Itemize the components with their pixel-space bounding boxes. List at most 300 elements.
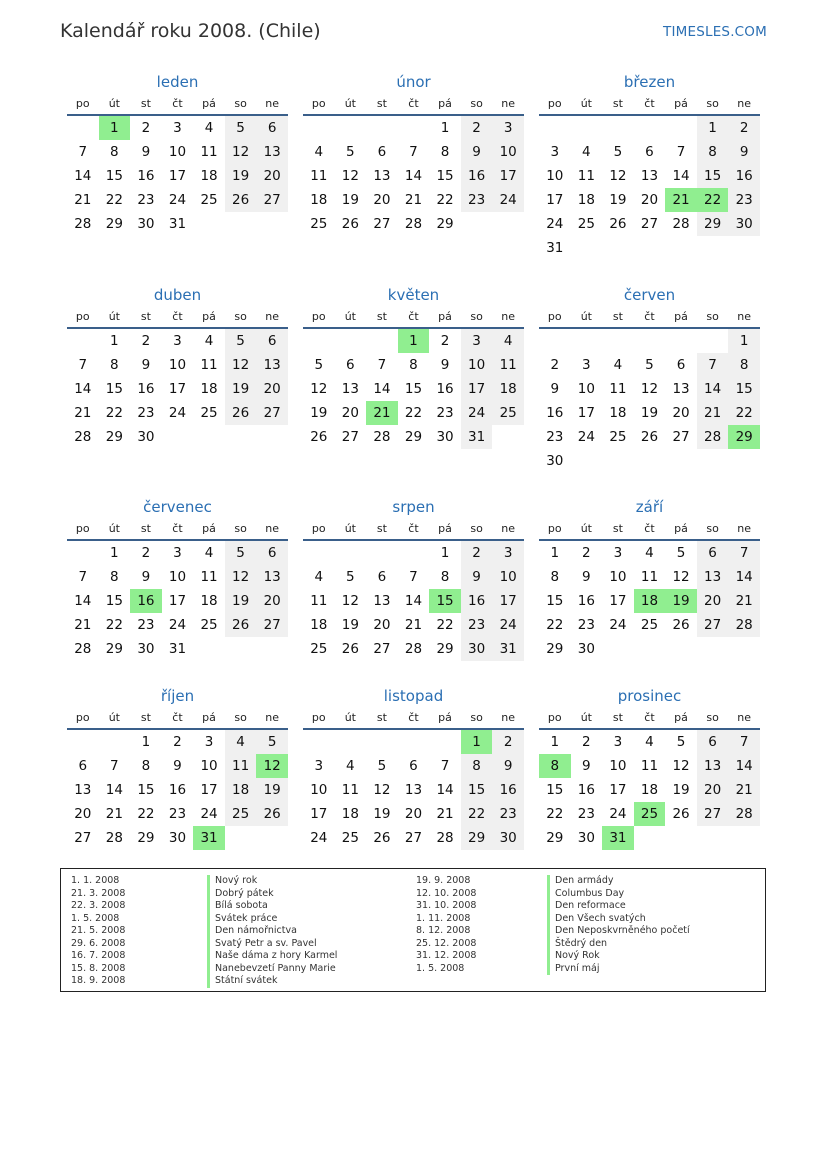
day-cell: 20 (256, 589, 288, 613)
day-cell: 28 (728, 802, 760, 826)
day-cell: 1 (728, 329, 760, 353)
month-září (539, 497, 760, 661)
day-cell: 4 (225, 730, 257, 754)
weekday-label: pá (674, 522, 688, 535)
weekday-label: po (311, 522, 326, 535)
day-cell: 10 (168, 357, 187, 373)
day-cell: 29 (105, 429, 123, 445)
weekday-label: so (470, 97, 483, 110)
empty-cell (193, 425, 225, 449)
day-cell: 20 (74, 806, 92, 822)
day-cell: 5 (225, 329, 257, 353)
day-cell: 25 (577, 216, 595, 232)
day-cell: 16 (461, 589, 493, 613)
day-cell: 24 (310, 830, 328, 846)
day-cell: 7 (440, 758, 450, 774)
day-cell: 15 (105, 593, 123, 609)
day-cell: 26 (341, 216, 359, 232)
empty-cell (634, 329, 666, 353)
day-cell: 30 (577, 641, 595, 657)
day-cell: 12 (225, 140, 257, 164)
day-cell: 24 (577, 429, 595, 445)
day-cell: 9 (582, 569, 591, 585)
day-cell: 11 (200, 357, 218, 373)
day-cell: 22 (728, 401, 760, 425)
empty-cell (67, 329, 99, 353)
empty-cell (366, 730, 398, 754)
weekday-label: čt (172, 522, 183, 535)
weekday-label: pá (202, 711, 216, 724)
empty-cell (665, 637, 697, 661)
day-cell: 22 (105, 405, 123, 421)
day-cell: 28 (74, 216, 92, 232)
day-cell: 3 (492, 541, 524, 565)
empty-cell (398, 730, 430, 754)
day-cell: 11 (577, 168, 595, 184)
day-cell: 15 (697, 164, 729, 188)
weekday-label: čt (408, 711, 419, 724)
day-cell: 12 (672, 758, 690, 774)
day-cell: 30 (492, 826, 524, 850)
day-cell: 1 (440, 545, 450, 561)
weekday-label: ne (737, 97, 752, 110)
weekday-label: so (470, 522, 483, 535)
day-cell: 25 (200, 405, 218, 421)
weekday-label: ne (501, 97, 516, 110)
day-cell: 18 (492, 377, 524, 401)
empty-cell (225, 637, 257, 661)
legend-entry: Den Všech svatých (547, 913, 690, 926)
day-cell: 26 (341, 641, 359, 657)
day-cell: 19 (225, 589, 257, 613)
weekday-label: čt (408, 522, 419, 535)
day-cell: 24 (609, 617, 627, 633)
day-cell: 23 (461, 188, 493, 212)
day-cell: 14 (74, 593, 92, 609)
month-name: duben (153, 286, 202, 304)
day-cell: 3 (550, 144, 560, 160)
empty-cell (492, 212, 524, 236)
weekday-label: st (140, 97, 151, 110)
empty-cell (697, 637, 729, 661)
day-cell: 7 (78, 569, 88, 585)
empty-cell (571, 116, 603, 140)
day-cell: 6 (78, 758, 88, 774)
day-cell: 6 (377, 569, 387, 585)
weekday-header (303, 710, 524, 730)
day-cell: 24 (168, 192, 187, 208)
day-cell: 7 (377, 357, 387, 373)
weekday-label: st (376, 711, 387, 724)
legend-entry: 21. 5. 2008 (71, 925, 126, 936)
weekday-label: st (376, 97, 387, 110)
weekday-label: ne (265, 711, 280, 724)
empty-cell (335, 116, 367, 140)
day-cell: 15 (105, 381, 123, 397)
day-cell: 11 (640, 569, 659, 585)
day-cell: 19 (665, 589, 697, 613)
day-cell: 29 (137, 830, 155, 846)
day-cell: 4 (314, 144, 324, 160)
empty-cell (366, 116, 398, 140)
weekday-header (539, 521, 760, 541)
day-cell: 12 (225, 565, 257, 589)
day-cell: 1 (398, 329, 430, 353)
day-cell: 19 (310, 405, 328, 421)
day-cell: 31 (492, 637, 524, 661)
day-cell: 10 (609, 569, 627, 585)
day-cell: 7 (78, 144, 88, 160)
weekday-header (67, 96, 288, 116)
day-cell: 11 (341, 782, 359, 798)
empty-cell (697, 449, 729, 473)
day-cell: 22 (436, 192, 454, 208)
day-cell: 9 (582, 758, 591, 774)
day-cell: 29 (436, 216, 454, 232)
day-cell: 11 (200, 144, 218, 160)
weekday-label: so (706, 310, 719, 323)
day-cell: 21 (665, 188, 697, 212)
day-cell: 28 (697, 425, 729, 449)
day-cell: 18 (225, 778, 257, 802)
day-cell: 19 (225, 164, 257, 188)
day-cell: 21 (74, 192, 92, 208)
legend-entry: Bílá sobota (207, 900, 337, 913)
day-cell: 28 (404, 641, 423, 657)
day-cell: 31 (461, 425, 493, 449)
weekday-label: pá (202, 97, 216, 110)
day-cell: 25 (310, 216, 328, 232)
weekday-label: ne (737, 310, 752, 323)
day-cell: 12 (225, 353, 257, 377)
day-cell: 7 (697, 353, 729, 377)
legend-entry: Den Neposkvrněného početí (547, 925, 690, 938)
weekday-label: po (311, 711, 326, 724)
day-cell: 5 (676, 545, 686, 561)
day-grid (539, 329, 760, 473)
day-cell: 28 (436, 830, 454, 846)
day-cell: 20 (697, 778, 729, 802)
day-cell: 10 (168, 569, 187, 585)
empty-cell (99, 730, 131, 754)
day-cell: 22 (105, 617, 123, 633)
day-cell: 20 (404, 806, 423, 822)
day-cell: 27 (74, 830, 92, 846)
empty-cell (539, 329, 571, 353)
day-cell: 19 (609, 192, 627, 208)
day-cell: 23 (546, 429, 564, 445)
empty-cell (256, 212, 288, 236)
day-cell: 6 (409, 758, 418, 774)
day-cell: 2 (582, 545, 591, 561)
day-cell: 27 (256, 188, 288, 212)
weekday-label: so (234, 711, 247, 724)
day-cell: 26 (373, 830, 391, 846)
month-květen (303, 285, 524, 449)
day-cell: 15 (404, 381, 423, 397)
legend-entry: 16. 7. 2008 (71, 950, 126, 961)
day-cell: 20 (373, 617, 391, 633)
weekday-header (539, 309, 760, 329)
day-cell: 19 (373, 806, 391, 822)
day-cell: 27 (640, 216, 659, 232)
empty-cell (697, 329, 729, 353)
weekday-label: ne (265, 97, 280, 110)
day-cell: 22 (105, 192, 123, 208)
day-cell: 17 (461, 377, 493, 401)
day-cell: 4 (314, 569, 324, 585)
weekday-label: st (612, 711, 623, 724)
weekday-label: po (75, 97, 90, 110)
weekday-label: ne (501, 522, 516, 535)
day-cell: 2 (461, 116, 493, 140)
day-cell: 7 (78, 357, 88, 373)
day-cell: 4 (492, 329, 524, 353)
day-cell: 2 (728, 116, 760, 140)
legend-entry: 19. 9. 2008 (416, 875, 471, 886)
day-grid (303, 329, 524, 449)
day-cell: 15 (105, 168, 123, 184)
day-cell: 10 (492, 565, 524, 589)
empty-cell (492, 425, 524, 449)
day-cell: 30 (577, 830, 595, 846)
day-cell: 18 (200, 381, 218, 397)
day-cell: 29 (728, 425, 760, 449)
day-cell: 11 (310, 168, 328, 184)
day-cell: 27 (256, 401, 288, 425)
day-cell: 29 (697, 212, 729, 236)
weekday-label: čt (644, 97, 655, 110)
day-cell: 10 (310, 782, 328, 798)
day-cell: 27 (256, 613, 288, 637)
month-červen (539, 285, 760, 473)
weekday-label: po (547, 711, 562, 724)
weekday-label: čt (408, 97, 419, 110)
day-cell: 7 (676, 144, 686, 160)
day-cell: 20 (256, 164, 288, 188)
day-cell: 13 (640, 168, 659, 184)
day-cell: 1 (440, 120, 450, 136)
day-cell: 26 (609, 216, 627, 232)
day-cell: 20 (640, 192, 659, 208)
day-cell: 7 (728, 730, 760, 754)
weekday-label: út (344, 310, 356, 323)
day-cell: 28 (728, 613, 760, 637)
weekday-label: út (108, 97, 120, 110)
day-cell: 27 (373, 216, 391, 232)
day-cell: 8 (728, 353, 760, 377)
day-cell: 12 (672, 569, 690, 585)
empty-cell (335, 730, 367, 754)
day-cell: 30 (436, 429, 454, 445)
empty-cell (728, 637, 760, 661)
weekday-label: st (612, 310, 623, 323)
weekday-label: pá (202, 522, 216, 535)
empty-cell (398, 116, 430, 140)
day-cell: 6 (645, 144, 654, 160)
legend-entry: Columbus Day (547, 888, 690, 901)
weekday-label: čt (644, 711, 655, 724)
day-cell: 30 (461, 637, 493, 661)
day-cell: 26 (256, 802, 288, 826)
month-name: únor (396, 73, 431, 91)
day-cell: 16 (130, 589, 162, 613)
empty-cell (728, 826, 760, 850)
day-cell: 14 (74, 168, 92, 184)
legend-dates-right (416, 875, 476, 975)
day-cell: 28 (105, 830, 123, 846)
day-cell: 3 (204, 734, 214, 750)
day-cell: 3 (461, 329, 493, 353)
day-cell: 6 (676, 357, 686, 373)
day-cell: 23 (168, 806, 187, 822)
day-cell: 6 (256, 116, 288, 140)
day-cell: 4 (204, 333, 214, 349)
empty-cell (67, 116, 99, 140)
day-cell: 14 (404, 168, 423, 184)
day-cell: 17 (168, 593, 187, 609)
weekday-label: út (580, 310, 592, 323)
empty-cell (665, 329, 697, 353)
month-name: srpen (392, 498, 435, 516)
day-cell: 13 (74, 782, 92, 798)
day-cell: 26 (310, 429, 328, 445)
month-srpen (303, 497, 524, 661)
month-leden (67, 72, 288, 236)
empty-cell (366, 329, 398, 353)
legend-entry: 31. 12. 2008 (416, 950, 477, 961)
day-cell: 3 (492, 116, 524, 140)
day-cell: 25 (200, 192, 218, 208)
day-cell: 3 (314, 758, 324, 774)
day-cell: 2 (141, 333, 151, 349)
empty-cell (366, 541, 398, 565)
day-cell: 19 (672, 782, 690, 798)
legend-entry: První máj (547, 963, 690, 976)
day-cell: 23 (492, 802, 524, 826)
day-cell: 6 (697, 541, 729, 565)
legend-entry: 22. 3. 2008 (71, 900, 126, 911)
empty-cell (571, 449, 603, 473)
weekday-label: út (580, 711, 592, 724)
month-prosinec (539, 686, 760, 850)
weekday-label: út (108, 310, 120, 323)
weekday-label: so (706, 522, 719, 535)
site-link[interactable]: TIMESLES.COM (663, 24, 767, 40)
legend-entry: Dobrý pátek (207, 888, 337, 901)
empty-cell (665, 826, 697, 850)
empty-cell (697, 826, 729, 850)
day-cell: 11 (225, 754, 257, 778)
day-cell: 24 (168, 405, 187, 421)
day-cell: 12 (341, 593, 359, 609)
day-cell: 22 (546, 617, 564, 633)
legend-entry: 8. 12. 2008 (416, 925, 471, 936)
day-cell: 12 (341, 168, 359, 184)
weekday-label: po (547, 97, 562, 110)
day-cell: 26 (672, 617, 690, 633)
day-cell: 5 (377, 758, 387, 774)
day-cell: 14 (728, 754, 760, 778)
day-cell: 13 (404, 782, 423, 798)
day-cell: 6 (697, 730, 729, 754)
day-cell: 1 (550, 734, 560, 750)
day-cell: 20 (373, 192, 391, 208)
day-cell: 18 (310, 192, 328, 208)
day-cell: 8 (697, 140, 729, 164)
weekday-label: čt (644, 310, 655, 323)
legend-entry: Den armády (547, 875, 690, 888)
weekday-header (303, 309, 524, 329)
weekday-label: ne (737, 522, 752, 535)
day-cell: 9 (141, 357, 151, 373)
weekday-label: čt (172, 711, 183, 724)
month-name: září (635, 498, 664, 516)
empty-cell (256, 637, 288, 661)
weekday-label: út (580, 97, 592, 110)
day-cell: 14 (436, 782, 454, 798)
empty-cell (634, 826, 666, 850)
day-cell: 14 (404, 593, 423, 609)
day-cell: 2 (582, 734, 591, 750)
weekday-label: ne (501, 711, 516, 724)
day-cell: 15 (137, 782, 155, 798)
day-cell: 29 (105, 641, 123, 657)
weekday-label: po (547, 522, 562, 535)
day-cell: 17 (609, 593, 627, 609)
day-cell: 21 (105, 806, 123, 822)
day-cell: 21 (74, 405, 92, 421)
day-cell: 10 (609, 758, 627, 774)
day-cell: 15 (436, 168, 454, 184)
day-cell: 8 (110, 144, 119, 160)
day-cell: 13 (697, 565, 729, 589)
day-cell: 7 (409, 569, 418, 585)
day-cell: 13 (256, 353, 288, 377)
day-cell: 4 (645, 545, 654, 561)
day-cell: 4 (204, 120, 214, 136)
day-cell: 9 (728, 140, 760, 164)
day-grid (67, 329, 288, 449)
day-cell: 29 (105, 216, 123, 232)
day-cell: 1 (110, 545, 119, 561)
day-cell: 4 (204, 545, 214, 561)
day-grid (303, 116, 524, 236)
legend-entry: Nový rok (207, 875, 337, 888)
day-cell: 2 (141, 120, 151, 136)
day-cell: 5 (613, 144, 623, 160)
empty-cell (461, 212, 493, 236)
day-cell: 17 (310, 806, 328, 822)
day-cell: 21 (728, 589, 760, 613)
day-cell: 2 (461, 541, 493, 565)
day-cell: 16 (546, 405, 564, 421)
day-grid (67, 541, 288, 661)
day-cell: 27 (697, 802, 729, 826)
page-title: Kalendář roku 2008. (Chile) (60, 20, 321, 42)
day-cell: 26 (672, 806, 690, 822)
weekday-label: po (75, 310, 90, 323)
day-cell: 26 (640, 429, 659, 445)
day-cell: 9 (141, 569, 151, 585)
empty-cell (602, 236, 634, 260)
day-cell: 9 (492, 754, 524, 778)
weekday-label: st (140, 310, 151, 323)
day-cell: 30 (137, 216, 155, 232)
legend-entry: Svatý Petr a sv. Pavel (207, 938, 337, 951)
weekday-header (67, 710, 288, 730)
day-cell: 17 (492, 589, 524, 613)
